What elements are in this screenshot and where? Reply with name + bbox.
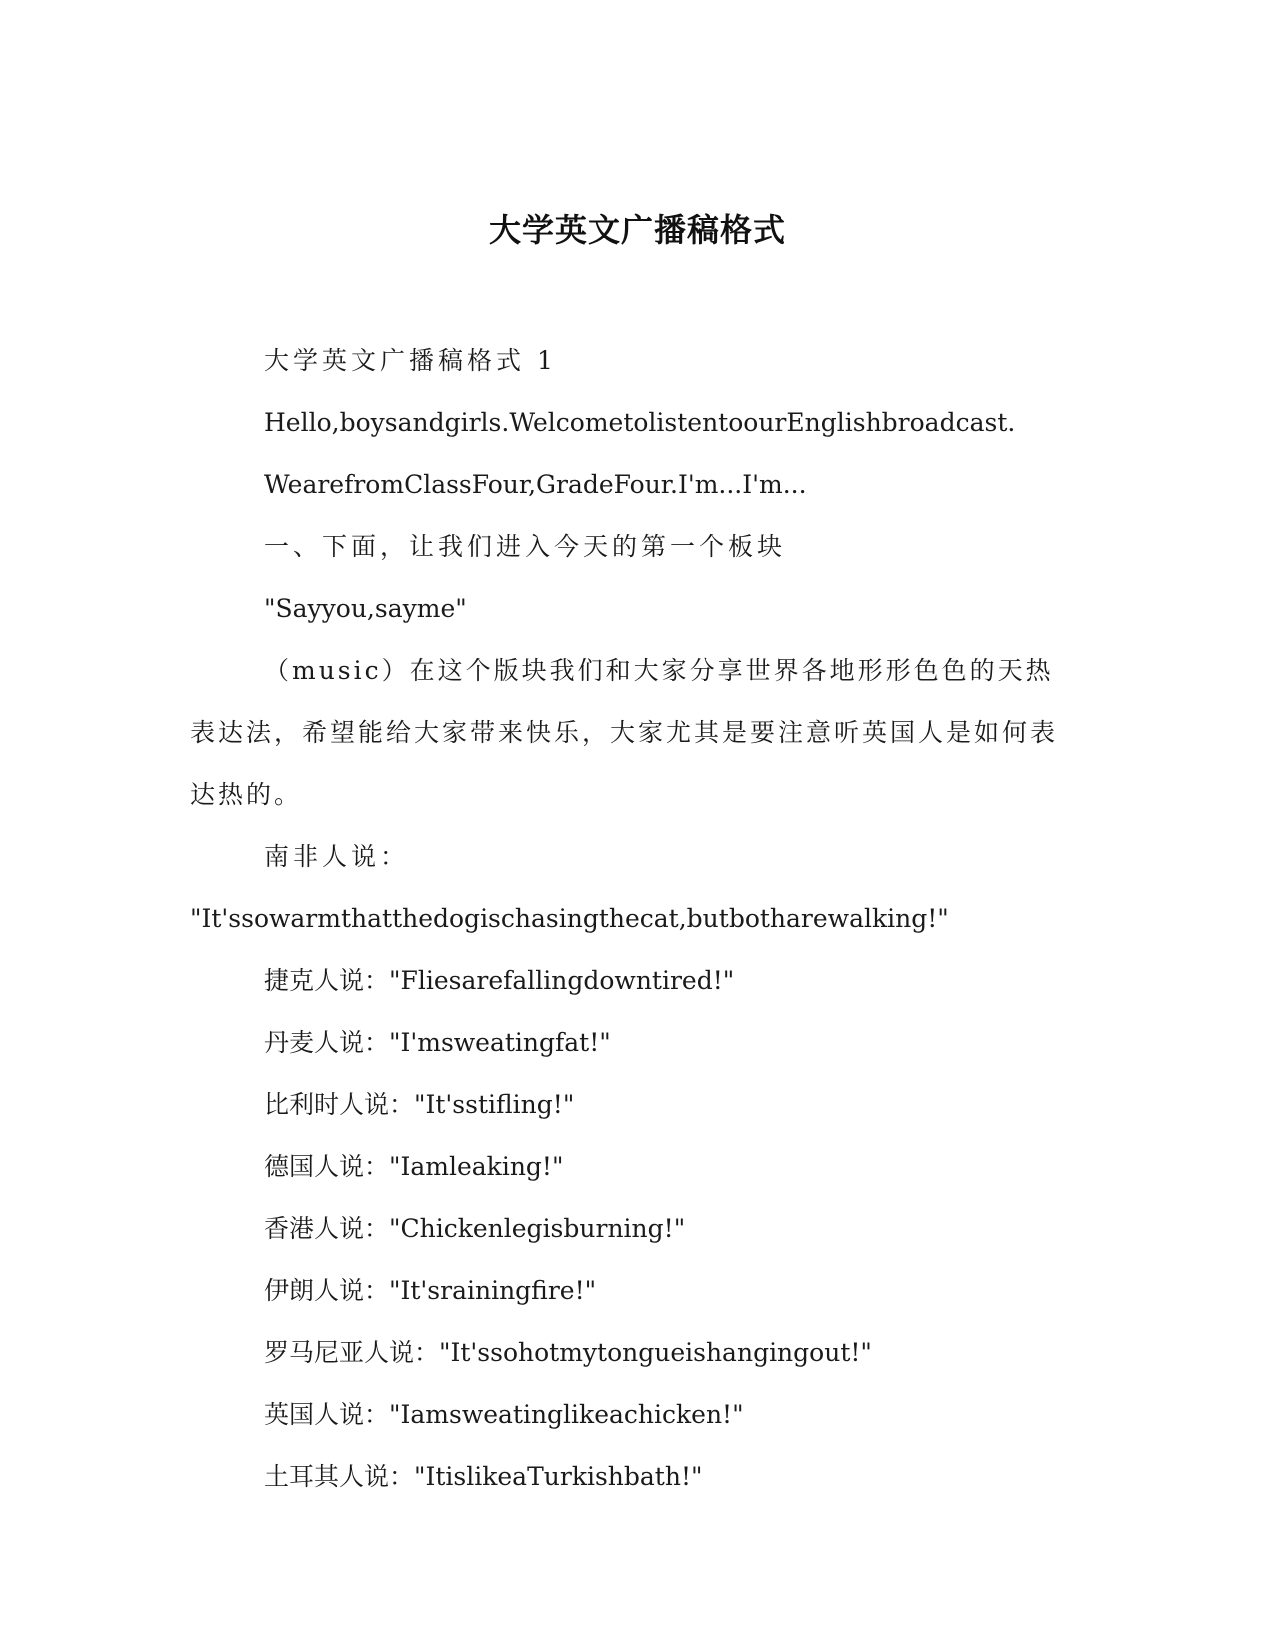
paragraph-intro: WearefromClassFour,GradeFour.I'm...I'm...: [264, 470, 807, 499]
paragraph-south-africa-label: 南非人说：: [264, 842, 410, 871]
document-body: [190, 330, 1070, 1508]
paragraph-germany: 德国人说："Iamleaking!": [264, 1152, 564, 1181]
paragraph-belgium: 比利时人说："It'sstifling!": [264, 1090, 575, 1119]
paragraph-segment-name: "Sayyou,sayme": [264, 594, 467, 623]
document-title: 大学英文广播稿格式: [488, 211, 786, 249]
paragraph-south-africa-quote: "It'ssowarmthatthedogischasingthecat,butbotharewalking!": [190, 904, 949, 933]
paragraph-denmark: 丹麦人说："I'msweatingfat!": [264, 1028, 611, 1057]
section-heading: 大学英文广播稿格式 1: [264, 346, 557, 375]
paragraph-greeting: Hello,boysandgirls.WelcometolistentoourEnglishbroadcast.: [264, 408, 1016, 437]
paragraph-turkey: 土耳其人说："ItislikeaTurkishbath!": [264, 1462, 703, 1491]
paragraph-romania: 罗马尼亚人说："It'ssohotmytongueishangingout!": [264, 1338, 872, 1367]
paragraph-segment-description: （music）在这个版块我们和大家分享世界各地形形色色的天热表达法，希望能给大家带来快乐，大家尤其是要注意听英国人是如何表达热的。: [190, 656, 1059, 809]
paragraph-hong-kong: 香港人说："Chickenlegisburning!": [264, 1214, 686, 1243]
paragraph-iran: 伊朗人说："It'srainingfire!": [264, 1276, 597, 1305]
paragraph-segment-one: 一、下面，让我们进入今天的第一个板块: [264, 532, 787, 561]
paragraph-england: 英国人说："Iamsweatinglikeachicken!": [264, 1400, 744, 1429]
paragraph-czech: 捷克人说："Fliesarefallingdowntired!": [264, 966, 735, 995]
